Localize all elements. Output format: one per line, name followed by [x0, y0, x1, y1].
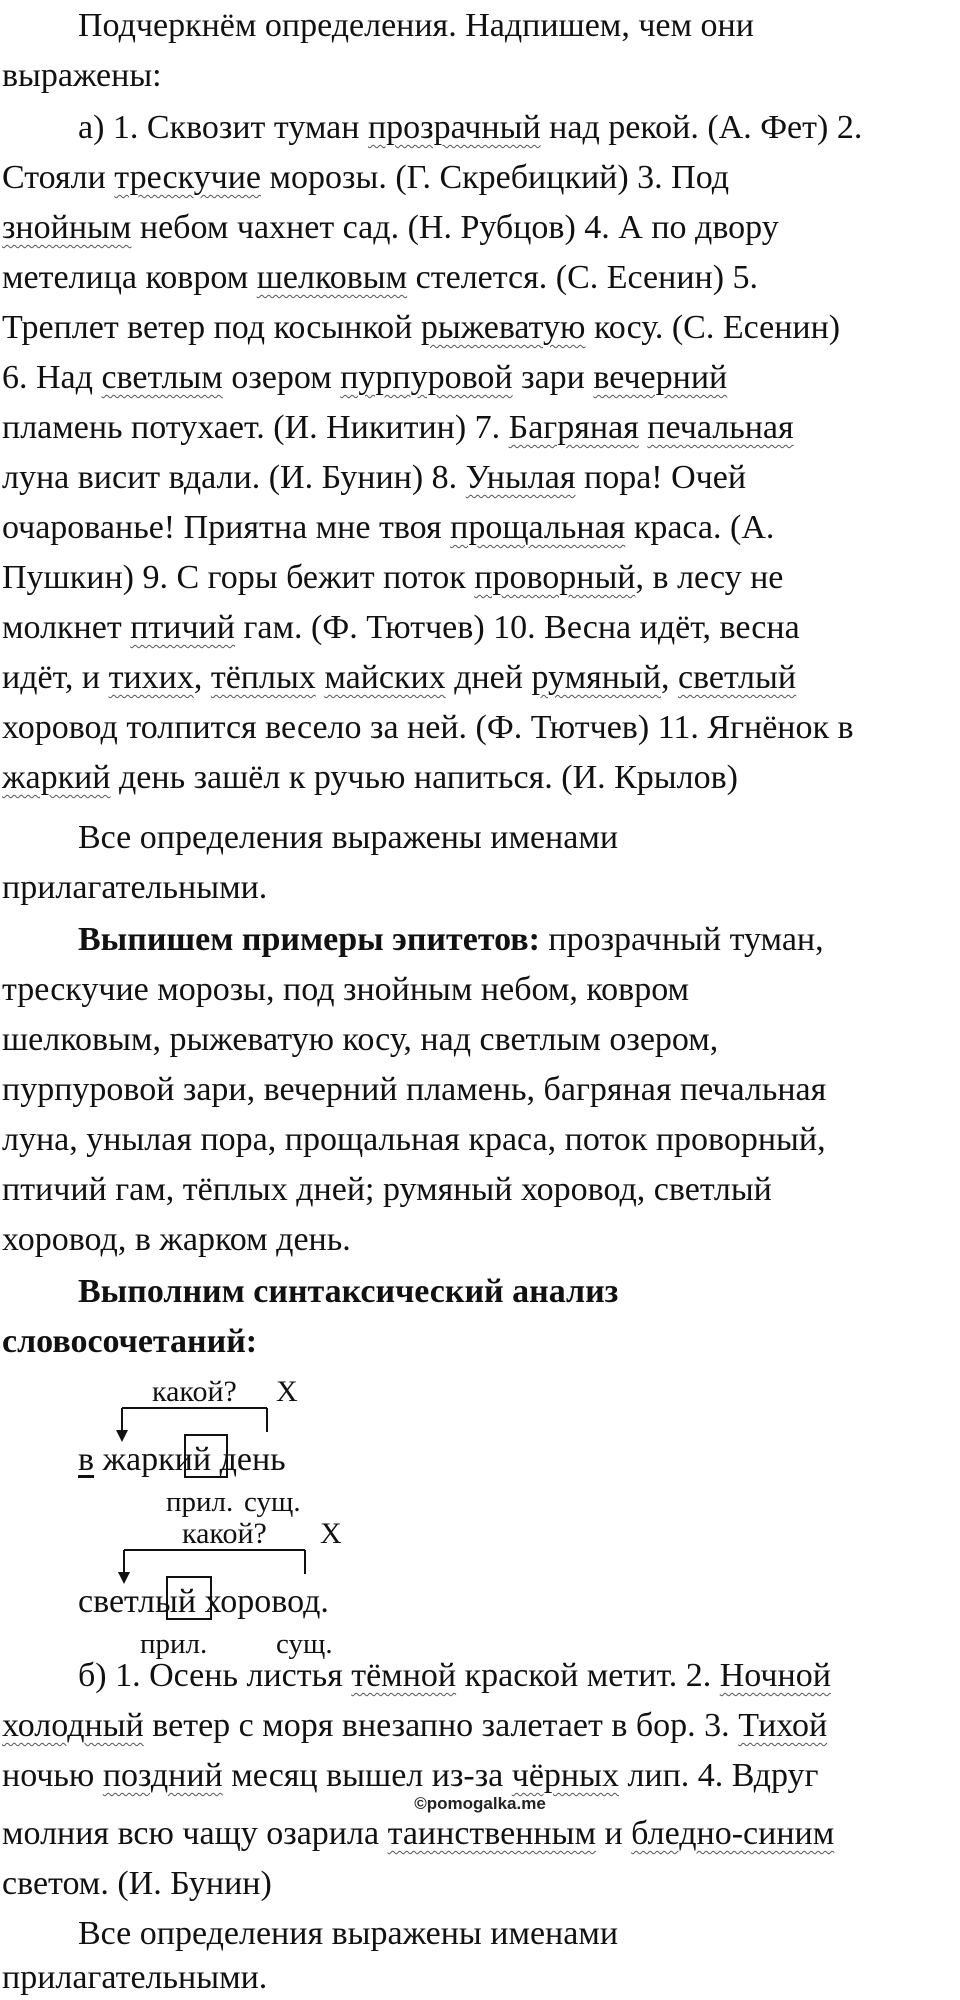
- definition-word: шелковым: [256, 259, 408, 296]
- definition-word: румяный: [531, 659, 661, 696]
- diagram-1-adj-label: прил.: [166, 1486, 234, 1518]
- epithets-line: хоровод, в жарком день.: [2, 1221, 351, 1258]
- definition-word: тёплых: [210, 659, 316, 696]
- part-a-line: Треплет ветер под косынкой рыжеватую косу. (С. Есенин): [2, 309, 841, 346]
- diagram-2-noun-label: сущ.: [276, 1628, 333, 1660]
- definition-word: птичий: [130, 609, 235, 646]
- part-a-line: луна висит вдали. (И. Бунин) 8. Унылая пора! Очей: [2, 459, 747, 496]
- syntax-heading-line-2: словосочетаний:: [2, 1323, 258, 1360]
- part-a-line: а) 1. Сквозит туман прозрачный над рекой. (А. Фет) 2.: [78, 109, 863, 146]
- part-a-line: пламень потухает. (И. Никитин) 7. Багряная печальная: [2, 409, 794, 446]
- definition-word: рыжеватую: [420, 309, 586, 346]
- epithets-line: луна, унылая пора, прощальная краса, поток проворный,: [2, 1121, 826, 1158]
- epithets-line: шелковым, рыжеватую косу, над светлым озером,: [2, 1021, 719, 1058]
- part-b-line: б) 1. Осень листья тёмной краской метит. 2. Ночной: [78, 1657, 831, 1694]
- definition-word: знойным: [2, 209, 132, 246]
- diagram-2-adj-label: прил.: [140, 1628, 208, 1660]
- intro-line-2: выражены:: [2, 57, 162, 94]
- part-a-line: знойным небом чахнет сад. (Н. Рубцов) 4. А по двору: [2, 209, 779, 246]
- epithets-heading: Выпишем примеры эпитетов:: [78, 921, 540, 958]
- definition-word: бледно-синим: [631, 1815, 835, 1852]
- part-b-line: холодный ветер с моря внезапно залетает в бор. 3. Тихой: [2, 1707, 828, 1744]
- intro-line-1: Подчеркнём определения. Надпишем, чем они: [78, 7, 754, 44]
- definition-word: холодный: [2, 1707, 144, 1744]
- diagram-1-question: какой?: [152, 1375, 237, 1408]
- definition-word: проворный: [474, 559, 636, 596]
- part-a-line: 6. Над светлым озером пурпуровой зари вечерний: [2, 359, 728, 396]
- definition-word: печальная: [647, 409, 794, 446]
- part-a-line: Пушкин) 9. С горы бежит поток проворный, в лесу не: [2, 559, 784, 596]
- diagram-1-phrase: [78, 1440, 286, 1480]
- definition-word: чёрных: [511, 1757, 619, 1794]
- syntax-diagram-2: [0, 1514, 960, 1660]
- watermark: ©pomogalka.me: [414, 1794, 546, 1813]
- conclusion-b-line-1: Все определения выражены именами: [78, 1915, 619, 1952]
- definition-word: таинственным: [387, 1815, 596, 1852]
- conclusion-b-line-2: прилагательными.: [2, 1959, 268, 1996]
- part-b-line: светом. (И. Бунин): [2, 1865, 272, 1902]
- definition-word: прощальная: [450, 509, 626, 546]
- definition-word: Ночной: [719, 1657, 831, 1694]
- diagram-2-adj-ending: ый: [155, 1583, 197, 1620]
- part-a-line: молкнет птичий гам. (Ф. Тютчев) 10. Весна идёт, весна: [2, 609, 800, 646]
- definition-word: поздний: [102, 1757, 223, 1794]
- definition-word: прозрачный: [367, 109, 541, 146]
- part-a-line: Стояли трескучие морозы. (Г. Скребицкий) 3. Под: [2, 159, 730, 196]
- part-a-line: идёт, и тихих, тёплых майских дней румяный, светлый: [2, 659, 797, 696]
- definition-word: вечерний: [593, 359, 728, 396]
- diagram-1-adj-ending: ий: [174, 1441, 212, 1478]
- diagram-2-noun: хоровод.: [204, 1583, 329, 1620]
- part-b-line: ночью поздний месяц вышел из-за чёрных лип. 4. Вдруг: [2, 1757, 819, 1794]
- part-a-line: жаркий день зашёл к ручью напиться. (И. Крылов): [2, 759, 738, 796]
- part-b-line: молния всю чащу озарила таинственным и бледно-синим: [2, 1815, 835, 1852]
- syntax-diagram-1: [0, 1372, 960, 1518]
- epithets-line: птичий гам, тёплых дней; румяный хоровод, светлый: [2, 1171, 772, 1208]
- syntax-heading-line-1: Выполним синтаксический анализ: [78, 1273, 619, 1310]
- diagram-1-preposition: в: [78, 1441, 95, 1478]
- epithets-line: трескучие морозы, под знойным небом, ковром: [2, 971, 690, 1008]
- diagram-2-adj-stem: светл: [78, 1583, 156, 1620]
- conclusion-a-line-1: Все определения выражены именами: [78, 819, 619, 856]
- diagram-2-ending-box: [166, 1576, 212, 1620]
- definition-word: жаркий: [2, 759, 111, 796]
- diagram-1-cross: Х: [276, 1375, 298, 1408]
- part-a-line: очарованье! Приятна мне твоя прощальная краса. (А.: [2, 509, 775, 546]
- definition-word: Багряная: [508, 409, 639, 446]
- definition-word: трескучие: [114, 159, 262, 196]
- definition-word: светлым: [101, 359, 223, 396]
- definition-word: Тихой: [738, 1707, 828, 1744]
- diagram-1-noun: день: [219, 1441, 286, 1478]
- epithets-line: Выпишем примеры эпитетов: прозрачный туман,: [78, 921, 824, 958]
- part-a-line: метелица ковром шелковым стелется. (С. Есенин) 5.: [2, 259, 759, 296]
- definition-word: тёмной: [351, 1657, 457, 1694]
- diagram-1-noun-label: сущ.: [244, 1486, 301, 1518]
- definition-word: светлый: [677, 659, 797, 696]
- definition-word: тихих: [108, 659, 194, 696]
- definition-word: майских: [324, 659, 446, 696]
- epithets-line: пурпуровой зари, вечерний пламень, багряная печальная: [2, 1071, 827, 1108]
- definition-word: пурпуровой: [340, 359, 513, 396]
- diagram-1-ending-box: [184, 1434, 228, 1478]
- diagram-2-cross: Х: [320, 1517, 342, 1550]
- definition-word: Унылая: [465, 459, 576, 496]
- diagram-2-question: какой?: [182, 1517, 267, 1550]
- conclusion-a-line-2: прилагательными.: [2, 869, 268, 906]
- part-a-line: хоровод толпится весело за ней. (Ф. Тютчев) 11. Ягнёнок в: [2, 709, 854, 746]
- diagram-1-adj-stem: жарк: [102, 1441, 175, 1478]
